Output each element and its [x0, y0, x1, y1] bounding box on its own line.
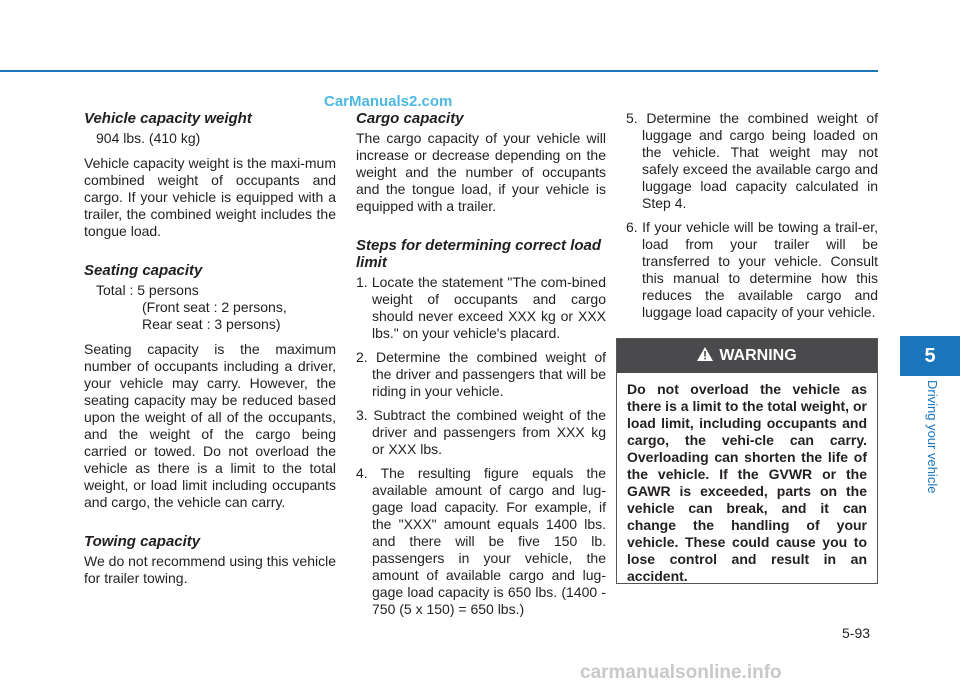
column-right [626, 110, 878, 328]
chapter-tab-number: 5 [900, 336, 960, 376]
step-item: 3. Subtract the combined weight of the driver and passengers from XXX kg or XXX lbs. [356, 407, 606, 457]
warning-box [616, 338, 878, 584]
column-left [84, 110, 336, 595]
vehicle-capacity-text: Vehicle capacity weight is the maxi-mum combined weight of occupants and cargo. If your vehicle is equipped with a trailer, the combined weight includes the tongue load. [84, 155, 336, 239]
watermark-bottom[interactable]: carmanualsonline.info [580, 662, 782, 683]
step-item: 2. Determine the combined weight of the driver and passengers that will be riding in your vehicle. [356, 349, 606, 399]
seating-text: Seating capacity is the maximum number of occupants including a driver, your vehicle may carry. However, the seating capacity may be reduced based upon the weight of all of the occupants, and the weight of the cargo being carried or towed. Do not overload the vehicle as there is a limit to the total weight, or load limit including occupants and cargo, the vehicle can carry. [84, 341, 336, 510]
warning-header [617, 339, 877, 373]
header-rule [0, 70, 878, 72]
section-heading-towing-capacity: Towing capacity [84, 533, 201, 550]
step-item: 6. If your vehicle will be towing a trail-er, load from your trailer will be transferred to your vehicle. Consult this manual to determine how this reduces the available cargo and luggage load capacity of your vehicle. [626, 219, 878, 320]
section-heading-load-limit-steps: Steps for determining correct load limit [356, 237, 602, 271]
watermark-top[interactable]: CarManuals2.com [324, 93, 453, 110]
step-item: 4. The resulting figure equals the available amount of cargo and lug-gage load capacity. For example, if the "XXX" amount equals 1400 lbs. and there will be five 150 lb. passengers in your vehicle, the amount of available cargo and lug-gage load capacity is 650 lbs. (1400 - 750 (5 x 150) = 650 lbs.) [356, 465, 606, 617]
step-item: 1. Locate the statement "The com-bined weight of occupants and cargo should never exceed XXX kg or XXX lbs." on your vehicle's placard. [356, 274, 606, 341]
page-number: 5-93 [842, 625, 871, 641]
seating-total: Total : 5 persons [96, 282, 199, 298]
section-heading-seating-capacity: Seating capacity [84, 262, 203, 279]
warning-text: Do not overload the vehicle as there is a limit to the total weight, or load limit, including occupants and cargo, the vehi-cle can carry. Overloading can shorten the life of the vehicle. If the GVWR or the GAWR is exceeded, parts on the vehicle can break, and it can change the handling of your vehicle. These could cause you to lose control and result in an accident. [627, 381, 867, 584]
section-heading-cargo-capacity: Cargo capacity [356, 110, 464, 127]
section-heading-vehicle-capacity: Vehicle capacity weight [84, 110, 252, 127]
seating-rear: Rear seat : 3 persons) [142, 316, 281, 332]
seating-front: (Front seat : 2 persons, [142, 299, 287, 315]
step-item: 5. Determine the combined weight of luggage and cargo being loaded on the vehicle. That weight may not safely exceed the available cargo and luggage load capacity calculated in Step 4. [626, 110, 878, 211]
column-middle [356, 110, 606, 625]
warning-triangle-icon [697, 347, 713, 366]
towing-text: We do not recommend using this vehicle for trailer towing. [84, 553, 336, 586]
cargo-text: The cargo capacity of your vehicle will increase or decrease depending on the weight and the number of occupants and the tongue load, if your vehicle is equipped with a trailer. [356, 130, 606, 214]
chapter-tab-label: Driving your vehicle [925, 380, 940, 494]
warning-title: WARNING [719, 347, 797, 364]
vehicle-capacity-value: 904 lbs. (410 kg) [96, 130, 201, 146]
